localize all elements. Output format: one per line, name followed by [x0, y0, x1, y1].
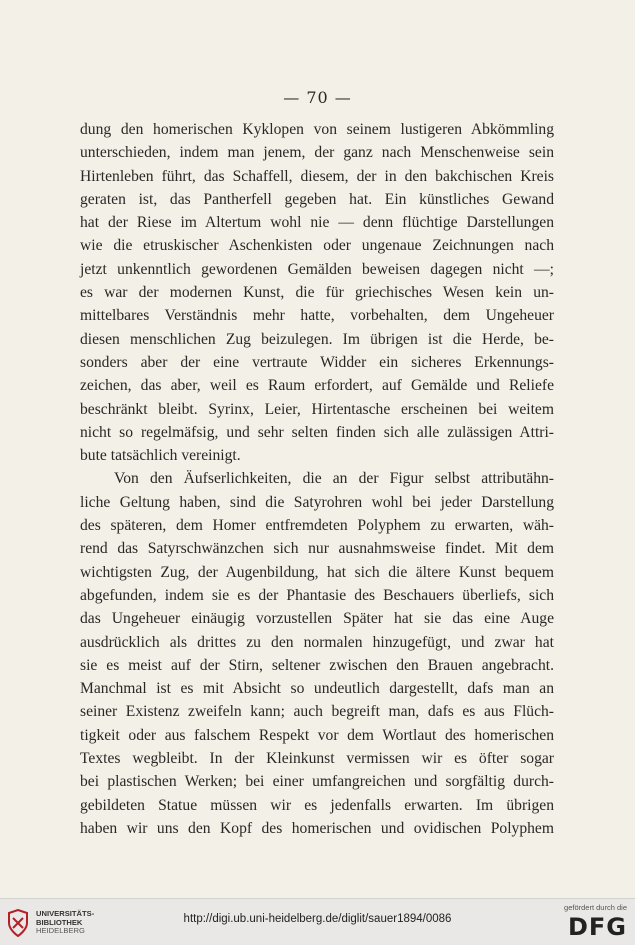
text-line: Textes wegbleibt. In der Kleinkunst vermissen wir es öfter sogar — [80, 750, 554, 768]
text-line: Hirtenleben führt, das Schaffell, diesem, der in den bakchischen Kreis — [80, 167, 554, 185]
footer-bar — [0, 898, 635, 945]
text-line: geraten ist, das Pantherfell gegeben hat. Ein künstliches Gewand — [80, 190, 554, 208]
text-line: des späteren, dem Homer entfremdeten Polyphem zu erwarten, wäh- — [80, 517, 554, 535]
text-line: mittelbares Verständnis mehr hatte, vorbehalten, dem Ungeheuer — [80, 307, 554, 325]
text-line: bute tatsächlich vereinigt. — [80, 447, 241, 465]
text-line: es war der modernen Kunst, die für griechisches Wesen kein un- — [80, 284, 554, 302]
text-line: das Ungeheuer einäugig vorzustellen Später hat sie das eine Auge — [80, 610, 554, 628]
text-line: sonders aber der eine vertraute Widder ein sicheres Erkennungs- — [80, 353, 554, 371]
text-line: unterschieden, indem man jenem, der ganz nach Menschenweise sein — [80, 144, 554, 162]
logo-line-1: UNIVERSITÄTS- — [36, 909, 95, 919]
text-line: zeichen, das aber, weil es Raum erfordert, auf Gemälde und Reliefe — [80, 377, 554, 395]
page-number: — 70 — — [283, 88, 352, 107]
text-line: Von den Äufserlichkeiten, die an der Figur selbst attributähn- — [114, 470, 554, 488]
permalink-url[interactable]: http://digi.ub.uni-heidelberg.de/diglit/sauer1894/0086 — [183, 913, 452, 925]
dfg-logo[interactable] — [549, 903, 627, 941]
text-line: wie die etruskischer Aschenkisten oder ungenaue Zeichnungen nach — [80, 237, 554, 255]
text-line: tigkeit oder aus falschem Respekt vor dem Wortlaut des homerischen — [80, 726, 554, 744]
text-line: beschränkt bleibt. Syrinx, Leier, Hirtentasche erscheinen bei weitem — [80, 400, 554, 418]
body-text — [80, 118, 554, 840]
text-line: hat der Riese im Altertum wohl nie — denn flüchtige Darstellungen — [80, 214, 554, 232]
text-line: sie es meist auf der Stirn, seltener zwischen den Brauen angebracht. — [80, 656, 554, 674]
text-line: wichtigsten Zug, der Augenbildung, hat sich die ältere Kunst bequem — [80, 563, 554, 581]
text-line: haben wir uns den Kopf des homerischen und ovidischen Polyphem — [80, 819, 554, 837]
text-line: bei plastischen Werken; bei einer umfangreichen und sorgfältig durch- — [80, 773, 554, 791]
logo-line-3: HEIDELBERG — [36, 926, 85, 936]
text-line: dung den homerischen Kyklopen von seinem lustigeren Abkömmling — [80, 121, 554, 138]
logo-line-2: BIBLIOTHEK — [36, 917, 83, 927]
text-line: nicht so regelmäfsig, und sehr selten finden sich alle zulässigen Attri- — [80, 423, 554, 441]
text-line: jetzt unkenntlich gewordenen Gemälden beweisen dagegen nicht —; — [80, 260, 554, 278]
text-line: diesen menschlichen Zug beizulegen. Im übrigen ist die Herde, be- — [80, 330, 554, 348]
dfg-logo-text: DFG — [567, 913, 627, 941]
text-line: Manchmal ist es mit Absicht so undeutlich dargestellt, dafs man an — [80, 680, 554, 698]
text-line: rend das Satyrschwänzchen sich nur ausnahmsweise findet. Mit dem — [80, 540, 554, 558]
dfg-caption: gefördert durch die — [564, 903, 627, 912]
text-line: liche Geltung haben, sind die Satyrohren wohl bei jeder Darstellung — [80, 493, 554, 511]
text-line: abgefunden, indem sie es der Phantasie des Beschauers überliefs, sich — [80, 586, 554, 604]
text-line: ausdrücklich als drittes zu den normalen hinzugefügt, und zwar hat — [80, 633, 554, 651]
text-line: seiner Existenz zweifeln kann; auch begreift man, dafs es aus Flüch- — [80, 703, 554, 721]
text-line: gebildeten Statue müssen wir es jedenfalls erwarten. Im übrigen — [80, 796, 554, 814]
